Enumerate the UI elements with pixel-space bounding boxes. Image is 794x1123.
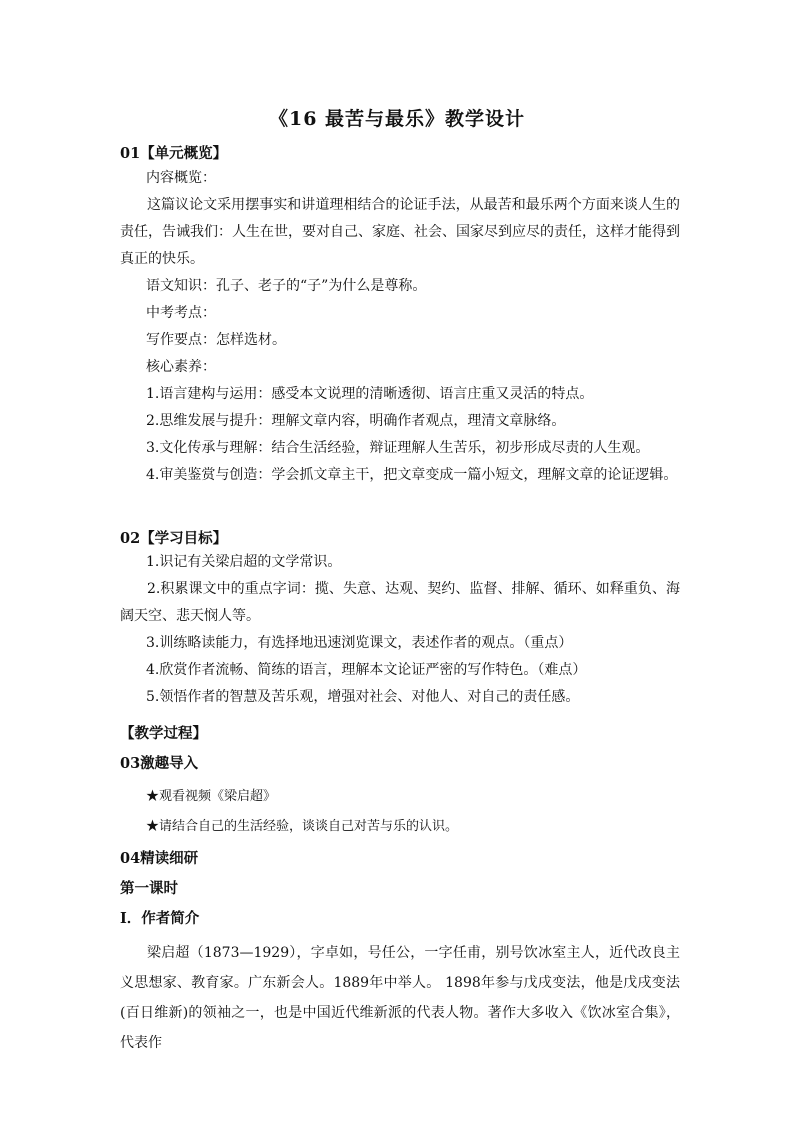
core-literacy-item: 1.语言建构与运用：感受本文说理的清晰透彻、语言庄重又灵活的特点。 (146, 386, 594, 402)
core-literacy-label: 核心素养： (146, 359, 216, 375)
section-heading-intro: 03激趣导入 (120, 755, 199, 772)
writing-points: 写作要点：怎样选材。 (146, 332, 286, 348)
learning-goal: 4.欣赏作者流畅、简练的语言，理解本文论证严密的写作特色。（难点） (146, 662, 587, 678)
author-intro-heading: Ⅰ．作者简介 (120, 910, 200, 927)
learning-goal: 5.领悟作者的智慧及苦乐观，增强对社会、对他人、对自己的责任感。 (146, 689, 580, 705)
learning-goal: 3.训练略读能力，有选择地迅速浏览课文，表述作者的观点。（重点） (146, 635, 573, 651)
intro-activity: ★观看视频《梁启超》 (146, 789, 277, 804)
content-overview-text: 这篇议论文采用摆事实和讲道理相结合的论证手法，从最苦和最乐两个方面来谈人生的责任，告诫我们：人生在世，要对自己、家庭、社会、国家尽到应尽的责任，这样才能得到真正的快乐。 (120, 197, 680, 267)
lesson-label: 第一课时 (120, 880, 178, 897)
learning-goal: 1.识记有关梁启超的文学常识。 (146, 554, 342, 570)
learning-goal: 2.积累课文中的重点字词：揽、失意、达观、契约、监督、排解、循环、如释重负、海阔天空、悲天悯人等。 (120, 581, 680, 624)
page-title: 《16 最苦与最乐》教学设计 (268, 108, 526, 130)
teaching-process-heading: 【教学过程】 (120, 725, 207, 742)
chinese-knowledge: 语文知识：孔子、老子的“子”为什么是尊称。 (146, 278, 427, 294)
core-literacy-item: 4.审美鉴赏与创造：学会抓文章主干，把文章变成一篇小短文，理解文章的论证逻辑。 (146, 467, 678, 483)
section-heading-unit-overview: 01【单元概览】 (120, 145, 228, 162)
author-bio: 梁启超（1873—1929），字卓如，号任公，一字任甫，别号饮冰室主人，近代改良主义思想家、教育家。广东新会人。1889年中举人。 1898年参与戊戌变法，他是戊戌变法(百日维新)的领袖之一，也是中国近代维新派的代表人物。著作大多收入《饮冰室合集》，代表作 (120, 945, 680, 1051)
intro-activity: ★请结合自己的生活经验，谈谈自己对苦与乐的认识。 (146, 819, 459, 834)
exam-points: 中考考点： (146, 305, 216, 321)
core-literacy-item: 2.思维发展与提升：理解文章内容，明确作者观点，理清文章脉络。 (146, 413, 566, 429)
content-overview-label: 内容概览： (146, 170, 216, 186)
core-literacy-item: 3.文化传承与理解：结合生活经验，辩证理解人生苦乐，初步形成尽责的人生观。 (146, 440, 650, 456)
section-heading-learning-goals: 02【学习目标】 (120, 530, 228, 547)
section-heading-close-reading: 04精读细研 (120, 850, 199, 867)
